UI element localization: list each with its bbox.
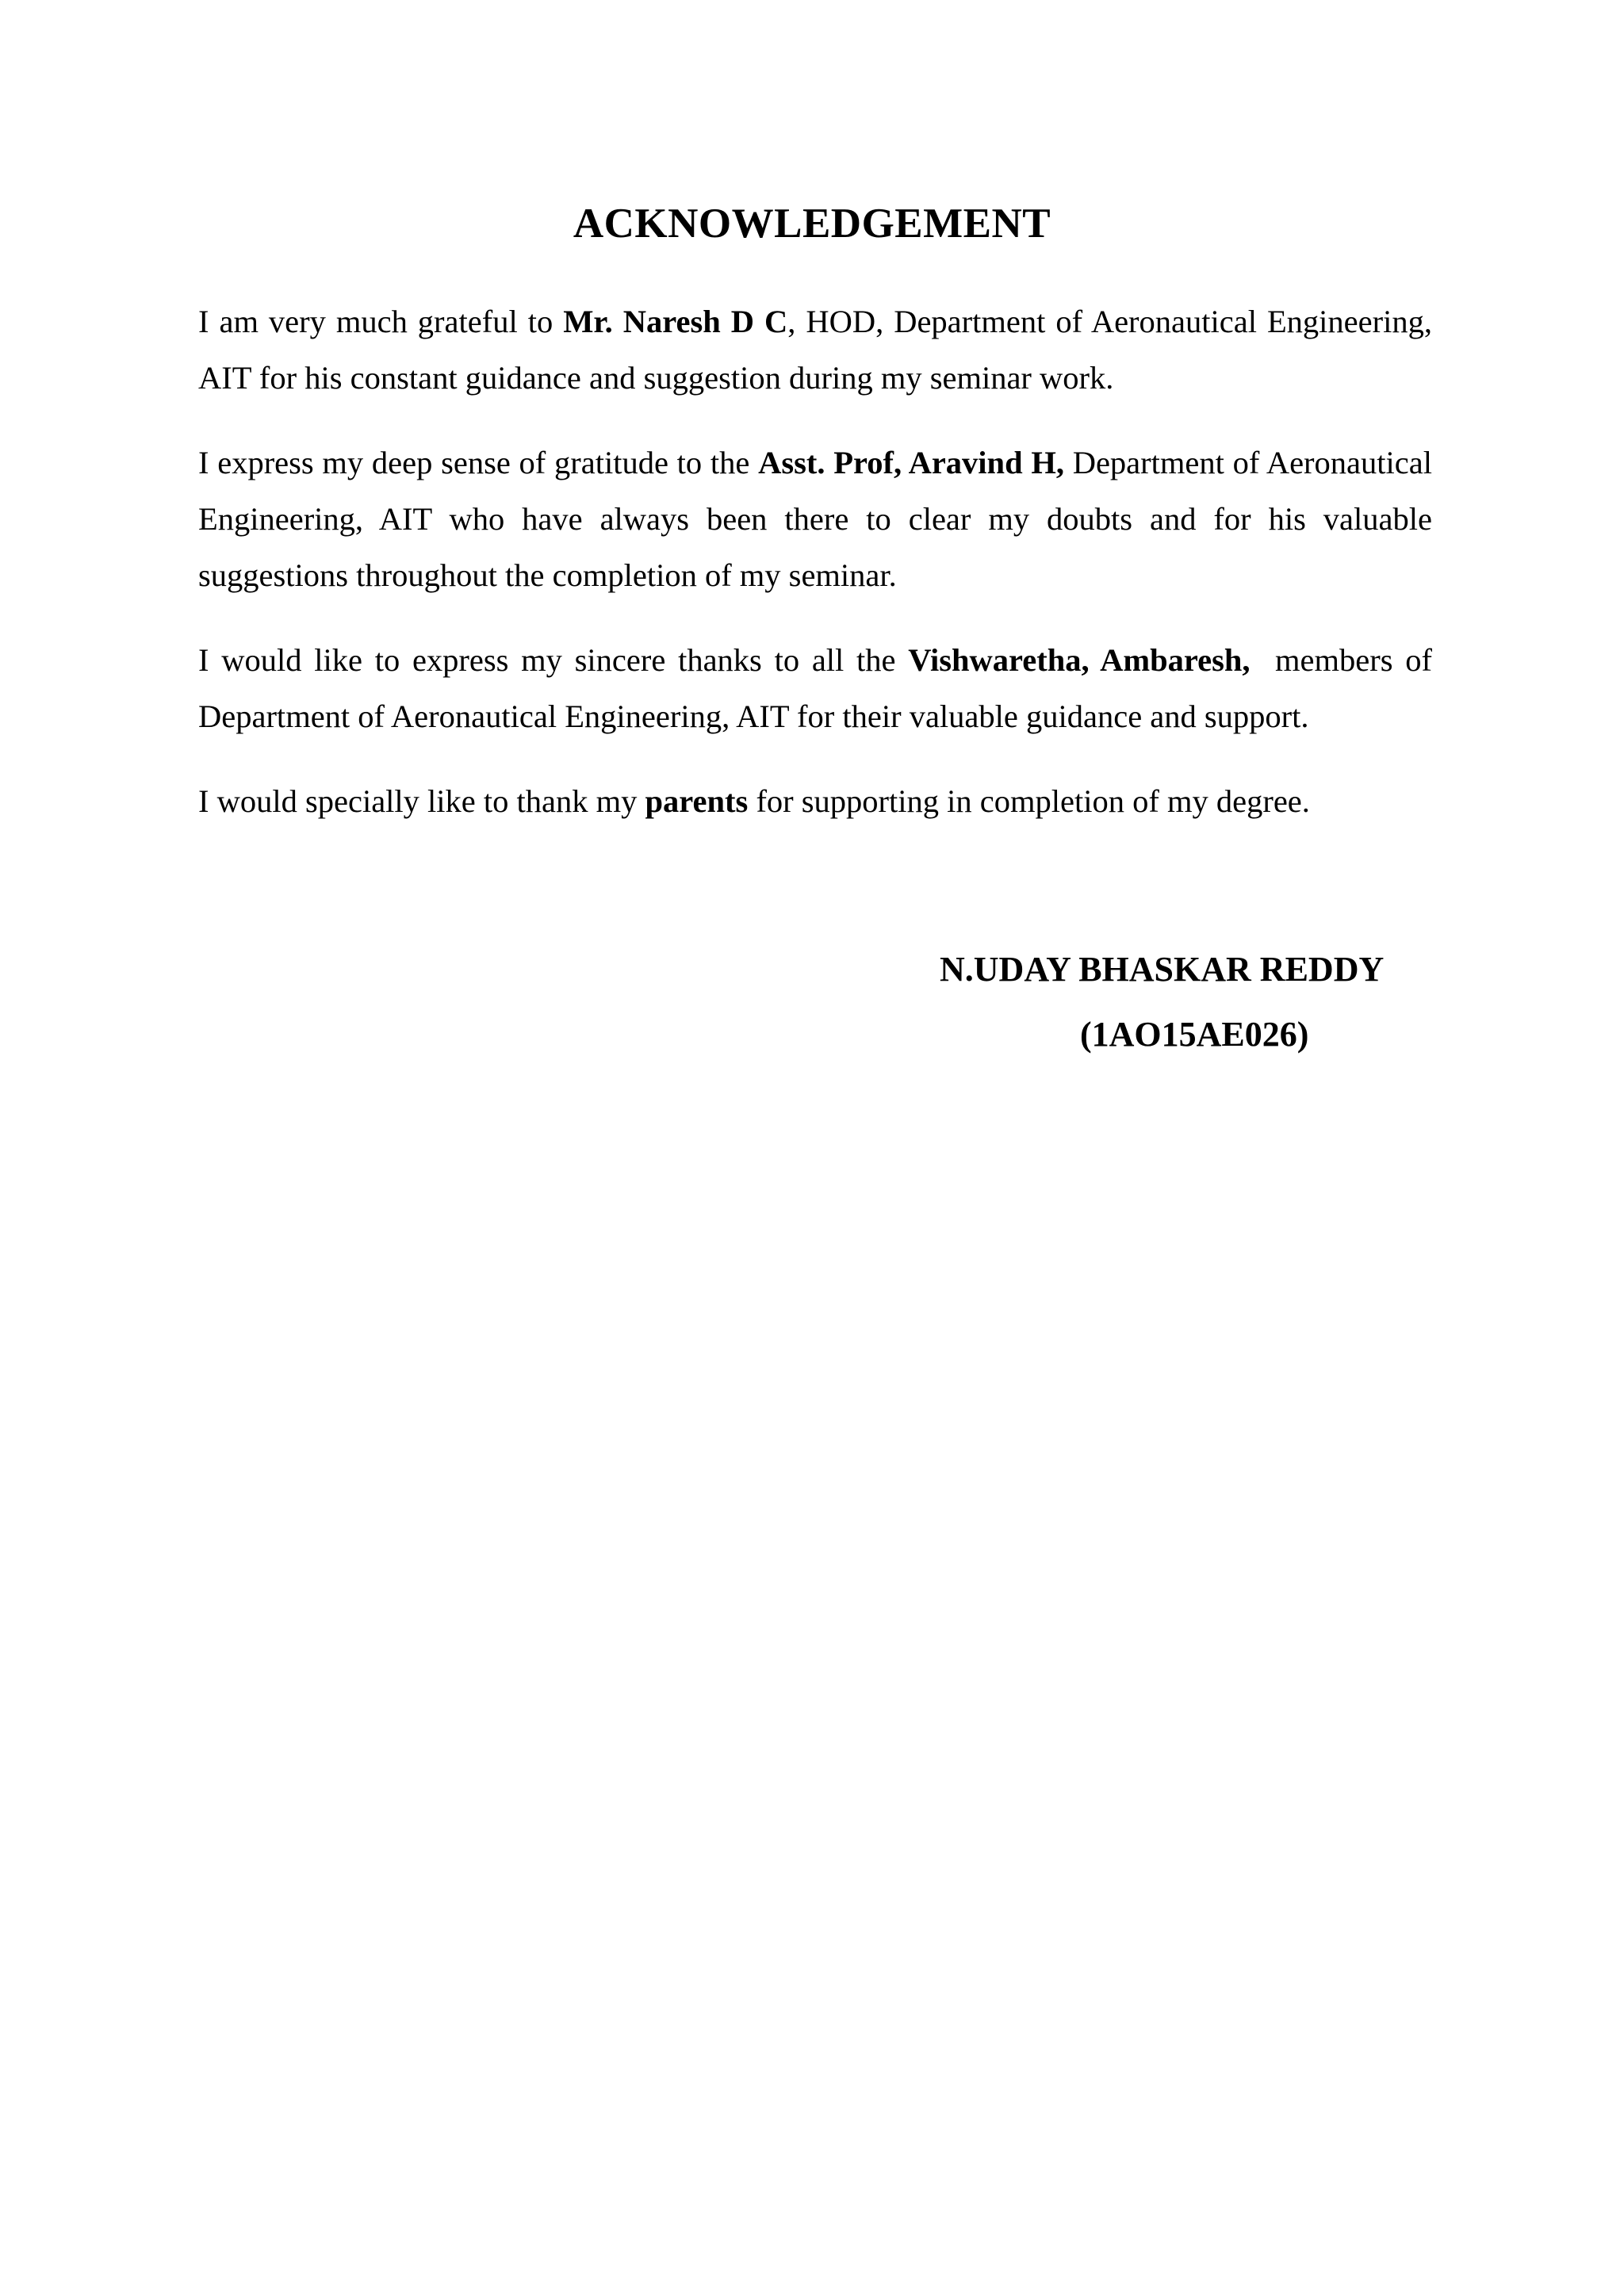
signature-name: N.UDAY BHASKAR REDDY	[940, 950, 1385, 989]
bold-name-naresh: Mr. Naresh D C	[563, 304, 788, 339]
paragraph-staff-thanks	[198, 632, 1441, 744]
bold-word-parents: parents	[645, 783, 749, 819]
signature-usn: (1AO15AE026)	[1080, 1015, 1309, 1054]
bold-name-aravind: Asst. Prof, Aravind H,	[758, 445, 1064, 480]
page-title: ACKNOWLEDGEMENT	[573, 201, 1051, 247]
paragraph-text: Department of Aeronautical Engineering, AIT who have always been there to clear my doubts and for his valuable suggestions throughout the completion of my seminar.	[198, 445, 1432, 593]
paragraph-text: I would specially like to thank my	[198, 783, 645, 819]
paragraph-hod-thanks	[198, 293, 1432, 406]
paragraph-text: members of Department of Aeronautical Engineering, AIT for their valuable guidance and support.	[198, 642, 1441, 734]
paragraph-text: I express my deep sense of gratitude to the	[198, 445, 759, 480]
paragraph-text: for supporting in completion of my degree.	[748, 783, 1310, 819]
acknowledgement-body	[198, 293, 1441, 858]
paragraph-text: , HOD, Department of Aeronautical Engineering, AIT for his constant guidance and suggestion during my seminar work.	[198, 304, 1432, 396]
paragraph-parents-thanks	[198, 773, 1432, 829]
paragraph-text: I would like to express my sincere thanks to all the	[198, 642, 909, 678]
paragraph-text: I am very much grateful to	[198, 304, 564, 339]
bold-name-staff: Vishwaretha, Ambaresh,	[908, 642, 1251, 678]
paragraph-guide-thanks	[198, 434, 1432, 603]
